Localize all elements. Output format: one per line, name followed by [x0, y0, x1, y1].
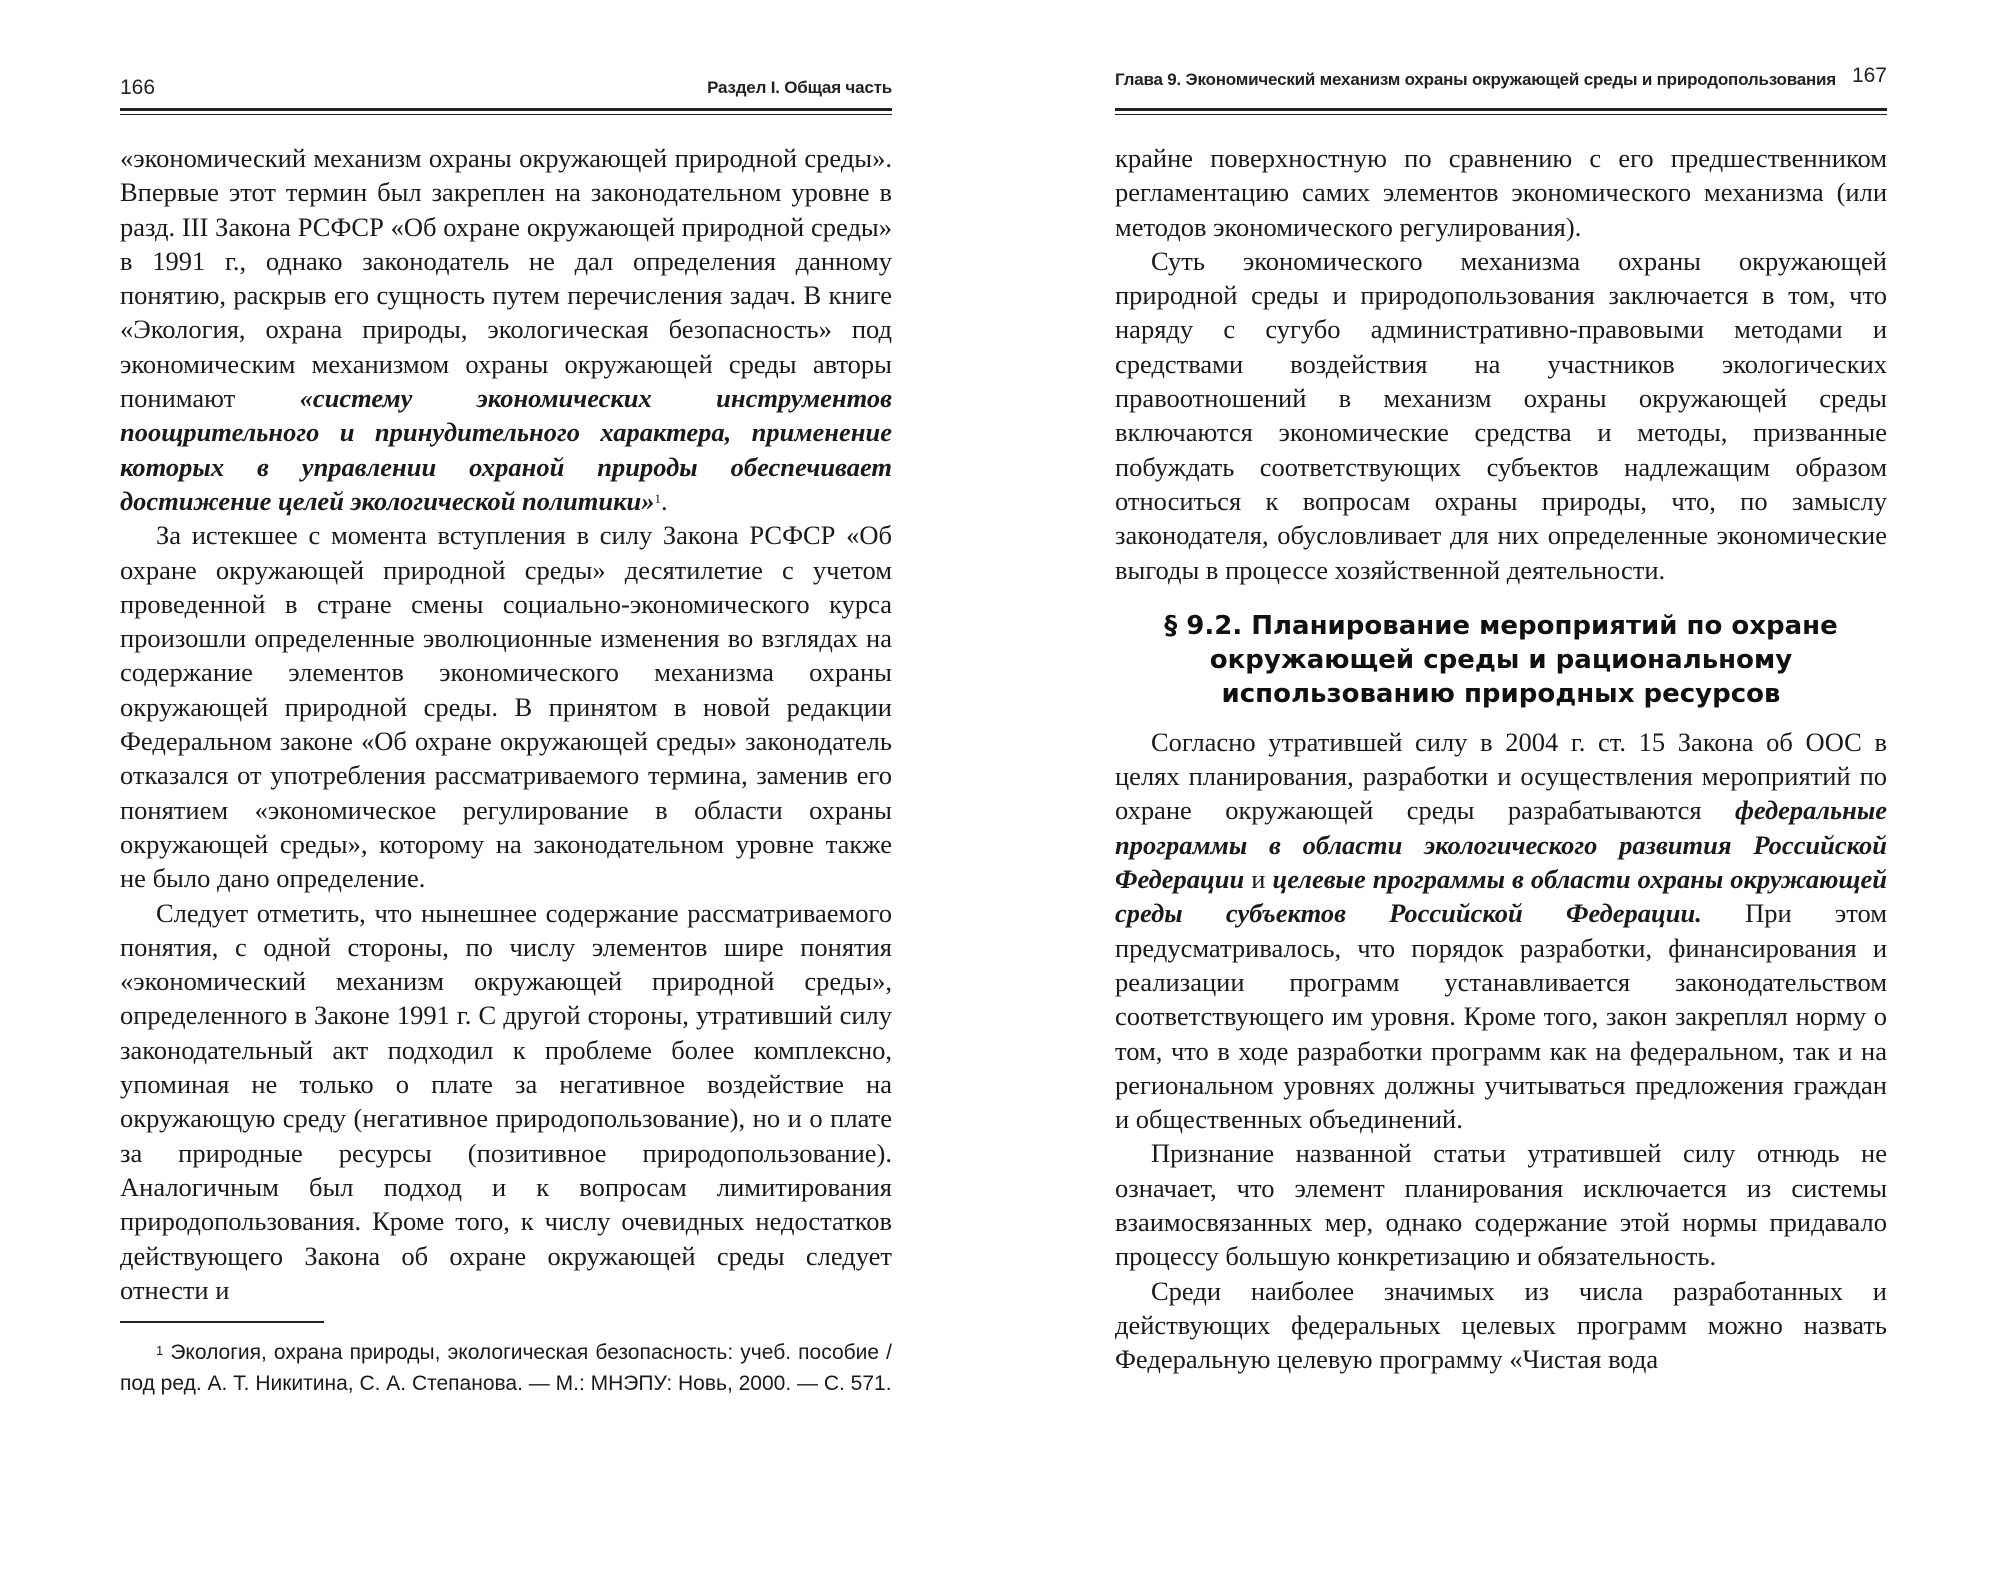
section-heading: § 9.2. Планирование мероприятий по охране окружающей среды и рациональному использованию природных ресурсов	[1164, 610, 1838, 709]
text-run: Согласно утратившей силу в 2004 г. ст. 15 Закона об ООС в целях планирования, разработки и осуществления мероприятий по охране окружающей среды разрабатываются	[1115, 726, 1887, 826]
footnote	[120, 1337, 892, 1399]
paragraph: Суть экономического механизма охраны окружающей природной среды и природопользования заключается в том, что наряду с сугубо административно-правовыми методами и средствами воздействия на участников экологических правоотношений в механизм охраны окружающей среды включаются экономические средства и методы, призванные побуждать соответствующих субъектов надлежащим образом относиться к вопросам охраны природы, что, по замыслу законодателя, обусловливает для них определенные экономические выгоды в процессе хозяйственной деятельности.	[1115, 245, 1887, 585]
paragraph: Признание названной статьи утратившей силу отнюдь не означает, что элемент планирования исключается из системы взаимосвязанных мер, однако содержание этой нормы придавало процессу большую конкретизацию и обязательность.	[1115, 1138, 1887, 1272]
paragraph: За истекшее с момента вступления в силу Закона РСФСР «Об охране окружающей природной среды» десятилетие с учетом проведенной в стране смены социально-экономического курса произошли определенные эволюционные изменения во взглядах на содержание элементов экономического механизма охраны окружающей природной среды. В принятом в новой редакции Федеральном законе «Об охране окружающей среды» законодатель отказался от употребления рассматриваемого термина, заменив его понятием «экономическое регулирование в области охраны окружающей среды», которому на законодательном уровне также не было дано определение.	[120, 520, 892, 894]
text-run: .	[661, 485, 668, 516]
emphasis: целевые программы в области охраны окружающей среды субъектов Российской Федерации.	[1115, 864, 1887, 929]
text-run: и	[1244, 864, 1273, 895]
header-rule	[1115, 108, 1887, 115]
header-rule	[120, 108, 892, 115]
page-number: 166	[120, 76, 156, 99]
text-run: «экономический механизм охраны окружающей природной среды». Впервые этот термин был закреплен на законодательном уровне в разд. III Закона РСФСР «Об охране окружающей природной среды» в 1991 г., однако законодатель не дал определения данному понятию, раскрыв его сущность путем перечисления задач. В книге «Экология, охрана природы, экологическая безопасность» под экономическим механизмом охраны окружающей среды авторы понимают	[120, 143, 892, 414]
emphasis: федеральные программы в области экологического развития Российской Федерации	[1115, 795, 1887, 895]
body-text	[120, 141, 892, 1307]
footnote-mark: 1	[156, 1343, 164, 1359]
footnote-rule	[120, 1321, 324, 1323]
running-head	[120, 62, 892, 106]
running-head	[1115, 62, 1887, 106]
paragraph: крайне поверхностную по сравнению с его предшественником регламентацию самих элементов экономического механизма (или методов экономического регулирования).	[1115, 143, 1887, 242]
running-title: Глава 9. Экономический механизм охраны окружающей среды и природопользования	[1115, 70, 1837, 89]
footnote-ref: 1	[654, 490, 661, 506]
text-run: При этом предусматривалось, что порядок разработки, финансирования и реализации программ устанавливается законодательством соответствующего им уровня. Кроме того, закон закреплял норму о том, что в ходе разработки программ как на федеральном, так и на региональном уровнях должны учитываться предложения граждан и общественных объединений.	[1115, 898, 1887, 1135]
running-title: Раздел I. Общая часть	[707, 78, 892, 97]
paragraph	[1115, 725, 1887, 1137]
body-text	[1115, 141, 1887, 1377]
left-page	[120, 0, 892, 1399]
paragraph	[120, 141, 892, 518]
right-page	[1115, 0, 1887, 1377]
paragraph: Среди наиболее значимых из числа разработанных и действующих федеральных целевых программ можно назвать Федеральную целевую программу «Чистая вода	[1115, 1275, 1887, 1375]
emphasis: «систему экономических инструментов поощрительного и принудительного характера, применение которых в управлении охраной природы обеспечивает достижение целей экологической политики»	[120, 383, 892, 516]
footnote-text: Экология, охрана природы, экологическая безопасность: учеб. пособие / под ред. А. Т. Никитина, С. А. Степанова. — М.: МНЭПУ: Новь, 2000. — С. 571.	[120, 1341, 892, 1396]
paragraph: Следует отметить, что нынешнее содержание рассматриваемого понятия, с одной стороны, по числу элементов шире понятия «экономический механизм окружающей природной среды», определенного в Законе 1991 г. С другой стороны, утративший силу законодательный акт подходил к проблеме более комплексно, упоминая не только о плате за негативное воздействие на окружающую среду (негативное природопользование), но и о плате за природные ресурсы (позитивное природопользование). Аналогичным был подход и к вопросам лимитирования природопользования. Кроме того, к числу очевидных недостатков действующего Закона об охране окружающей среды следует отнести и	[120, 897, 892, 1305]
page-number: 167	[1851, 64, 1887, 87]
